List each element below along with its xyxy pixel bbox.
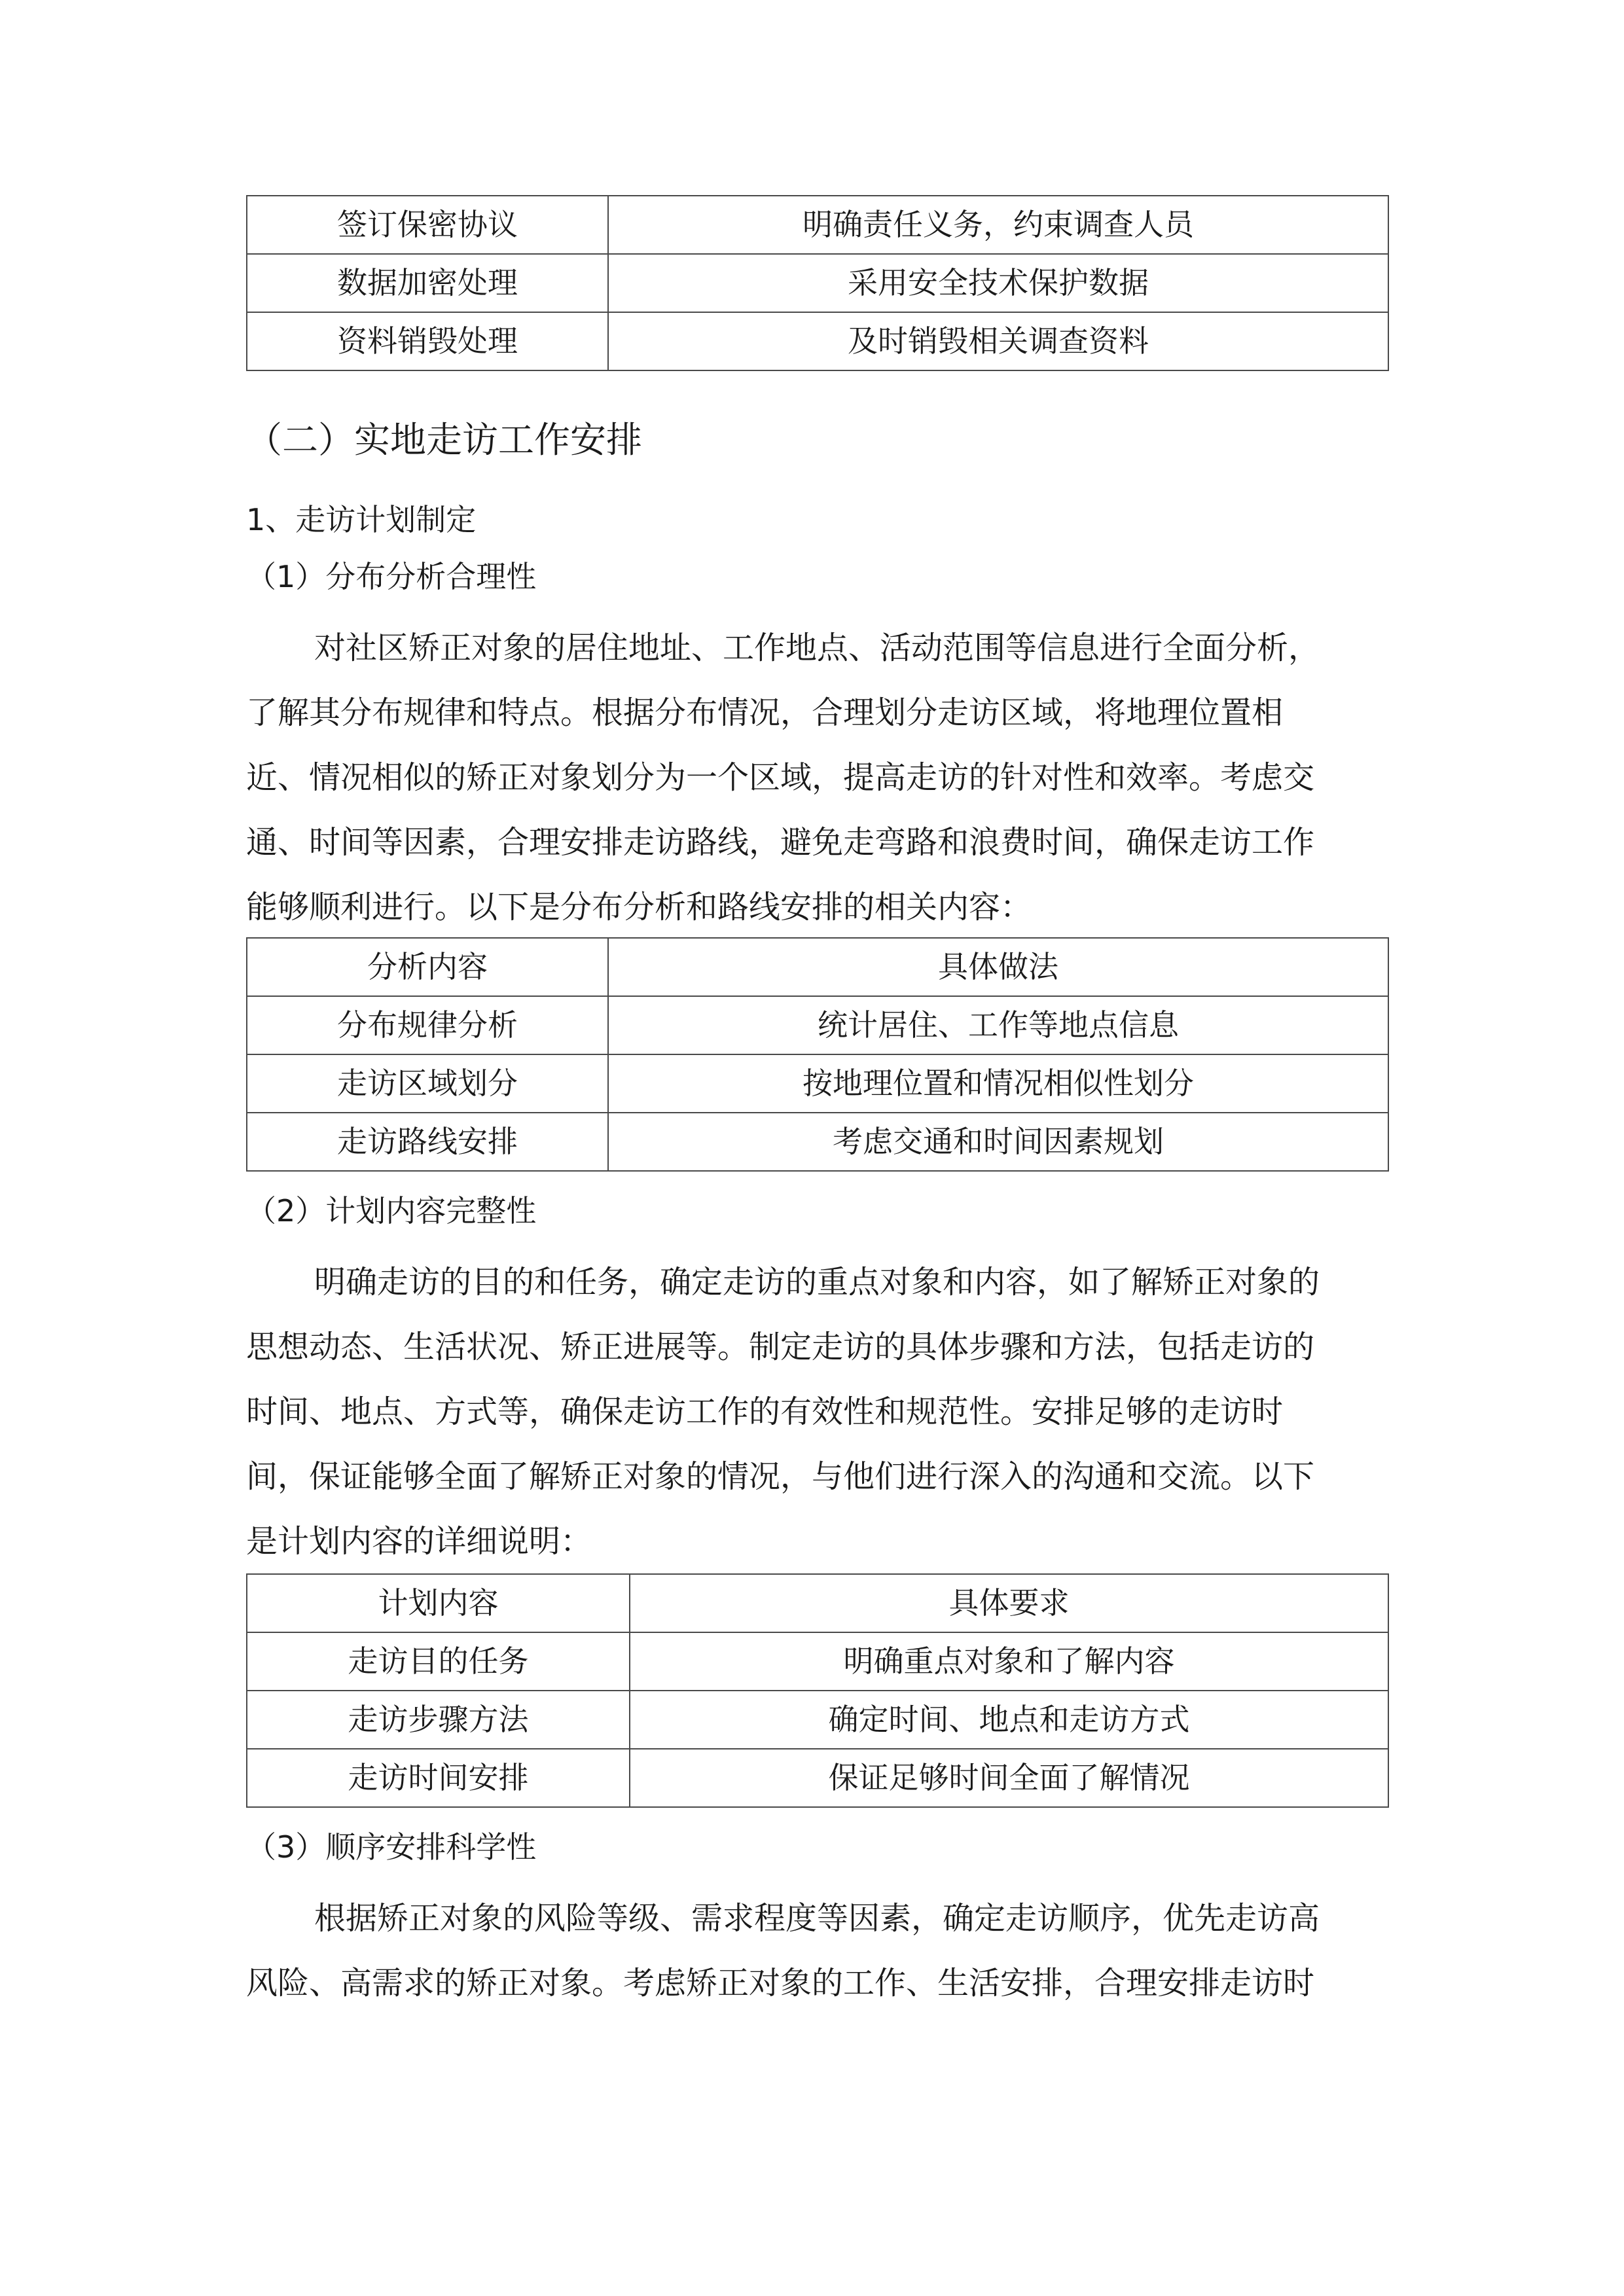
paragraph-line: 了解其分布规律和特点。根据分布情况，合理划分走访区域，将地理位置相 <box>246 694 1284 731</box>
paragraph-line: 时间、地点、方式等，确保走访工作的有效性和规范性。安排足够的走访时 <box>246 1393 1284 1430</box>
table-header-row <box>247 938 1388 996</box>
table-row <box>247 1054 1388 1113</box>
table-row <box>247 196 1388 254</box>
table-cell: 签订保密协议 <box>247 196 608 254</box>
paragraph-line: 间，保证能够全面了解矫正对象的情况，与他们进行深入的沟通和交流。以下 <box>246 1458 1315 1495</box>
paragraph <box>246 1886 1388 2016</box>
table-cell: 明确重点对象和了解内容 <box>630 1632 1388 1691</box>
paragraph-line: 近、情况相似的矫正对象划分为一个区域，提高走访的针对性和效率。考虑交 <box>246 759 1315 796</box>
paragraph <box>246 616 1388 940</box>
paragraph-line: 通、时间等因素，合理安排走访路线，避免走弯路和浪费时间，确保走访工作 <box>246 824 1315 861</box>
table-row <box>247 254 1388 312</box>
table-cell: 资料销毁处理 <box>247 312 608 370</box>
paragraph-line: 根据矫正对象的风险等级、需求程度等因素，确定走访顺序，优先走访高 <box>314 1900 1320 1937</box>
table-header-row <box>247 1574 1388 1632</box>
table-cell: 统计居住、工作等地点信息 <box>608 996 1388 1054</box>
confidentiality-table <box>246 195 1389 371</box>
subsection-heading: 1、走访计划制定 <box>246 502 477 537</box>
table-row <box>247 996 1388 1054</box>
item-heading: （2）计划内容完整性 <box>246 1193 537 1229</box>
paragraph <box>246 1250 1388 1574</box>
table-cell: 走访步骤方法 <box>247 1691 630 1749</box>
table-cell: 考虑交通和时间因素规划 <box>608 1113 1388 1171</box>
table-cell: 采用安全技术保护数据 <box>608 254 1388 312</box>
paragraph-line: 思想动态、生活状况、矫正进展等。制定走访的具体步骤和方法，包括走访的 <box>246 1329 1315 1365</box>
table-row <box>247 1113 1388 1171</box>
table-row <box>247 1691 1388 1749</box>
table-header-cell: 具体做法 <box>608 938 1388 996</box>
table-header-cell: 计划内容 <box>247 1574 630 1632</box>
table-cell: 确定时间、地点和走访方式 <box>630 1691 1388 1749</box>
table-cell: 走访目的任务 <box>247 1632 630 1691</box>
item-heading: （1）分布分析合理性 <box>246 559 537 594</box>
paragraph-line: 能够顺利进行。以下是分布分析和路线安排的相关内容： <box>246 889 1032 925</box>
table-header-cell: 分析内容 <box>247 938 608 996</box>
table-cell: 走访路线安排 <box>247 1113 608 1171</box>
table-row <box>247 1632 1388 1691</box>
table-header-cell: 具体要求 <box>630 1574 1388 1632</box>
paragraph-line: 明确走访的目的和任务，确定走访的重点对象和内容，如了解矫正对象的 <box>314 1264 1320 1300</box>
table-cell: 分布规律分析 <box>247 996 608 1054</box>
table-cell: 走访区域划分 <box>247 1054 608 1113</box>
table-row <box>247 1749 1388 1807</box>
paragraph-line: 是计划内容的详细说明： <box>246 1523 592 1560</box>
table-cell: 及时销毁相关调查资料 <box>608 312 1388 370</box>
section-heading: （二）实地走访工作安排 <box>246 419 643 461</box>
table-cell: 数据加密处理 <box>247 254 608 312</box>
table-cell: 走访时间安排 <box>247 1749 630 1807</box>
plan-content-table <box>246 1573 1389 1808</box>
paragraph-line: 风险、高需求的矫正对象。考虑矫正对象的工作、生活安排，合理安排走访时 <box>246 1965 1315 2001</box>
item-heading: （3）顺序安排科学性 <box>246 1829 537 1865</box>
table-cell: 按地理位置和情况相似性划分 <box>608 1054 1388 1113</box>
table-cell: 明确责任义务，约束调查人员 <box>608 196 1388 254</box>
table-row <box>247 312 1388 370</box>
paragraph-line: 对社区矫正对象的居住地址、工作地点、活动范围等信息进行全面分析， <box>314 630 1320 666</box>
distribution-analysis-table <box>246 937 1389 1172</box>
table-cell: 保证足够时间全面了解情况 <box>630 1749 1388 1807</box>
